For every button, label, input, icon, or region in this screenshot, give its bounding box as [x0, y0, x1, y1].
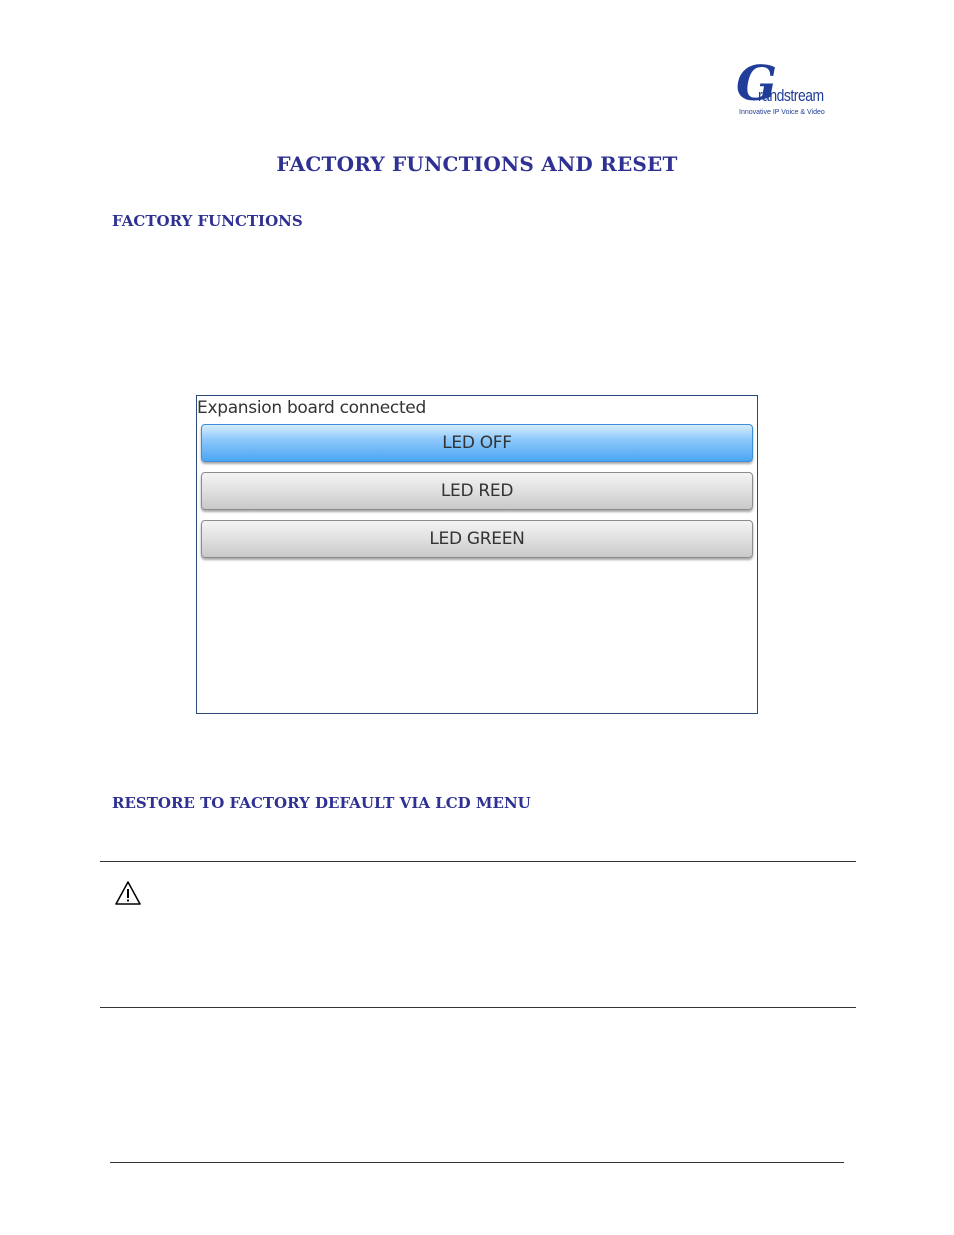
footer-divider — [110, 1162, 844, 1163]
section-heading-factory-functions: FACTORY FUNCTIONS — [112, 212, 303, 230]
logo-wordmark: randstream — [758, 86, 824, 105]
note-bottom-divider — [100, 1007, 856, 1008]
warning-triangle-icon — [114, 880, 142, 906]
led-green-button[interactable]: LED GREEN — [201, 520, 753, 558]
company-logo — [736, 56, 840, 120]
section-heading-restore-default: RESTORE TO FACTORY DEFAULT VIA LCD MENU — [112, 794, 531, 812]
expansion-status-text: Expansion board connected — [197, 398, 426, 418]
page-title: FACTORY FUNCTIONS AND RESET — [276, 152, 678, 176]
logo-tagline: Innovative IP Voice & Video — [739, 109, 825, 116]
device-screenshot — [196, 395, 758, 714]
led-red-button[interactable]: LED RED — [201, 472, 753, 510]
note-top-divider — [100, 861, 856, 862]
led-off-button[interactable]: LED OFF — [201, 424, 753, 462]
logo-initial: G — [736, 56, 777, 112]
